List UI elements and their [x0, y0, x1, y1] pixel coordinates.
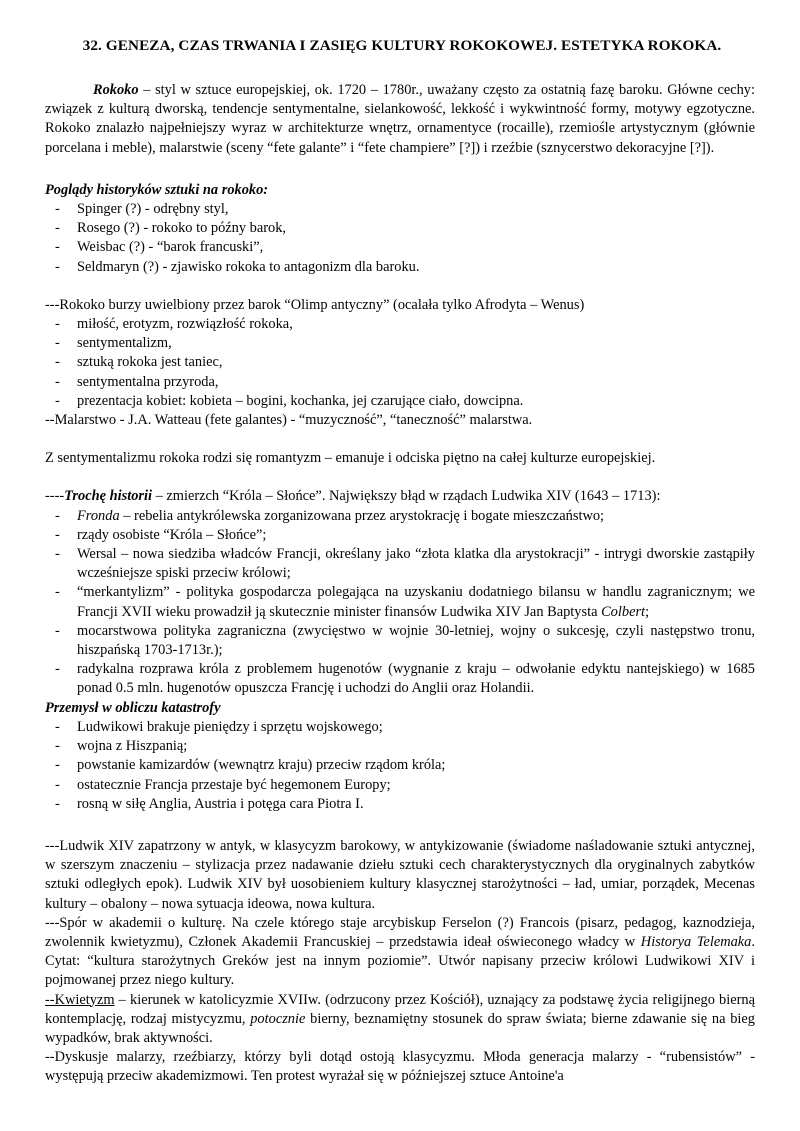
kwietyzm-text-b: bierny, beznamiętny stosunek do spraw świata; bierne zdawanie się na bieg wypadków, brak aktywności.: [45, 1010, 755, 1046]
item-tail-after: ;: [645, 603, 650, 620]
kwietyzm-text-a: – kierunek w katolicyzmie XVIIw. (odrzucony przez Kościół), uznający za podstawę życia religijnego bierną kontemplację, rodzaj mistycyzmu,: [45, 991, 755, 1027]
list-rokoko-traits: [45, 315, 755, 411]
intro-lead-term: Rokoko: [93, 82, 139, 98]
spacer: [45, 430, 755, 449]
document-body: [45, 34, 755, 1087]
spacer: [45, 814, 755, 837]
list-item: [55, 660, 755, 698]
intro-paragraph: [45, 81, 755, 158]
list-item: - Ludwikowi brakuje pieniędzy i sprzętu wojskowego;: [55, 718, 755, 737]
paragraph-dyskusje: --Dyskusje malarzy, rzeźbiarzy, którzy byli dotąd ostoją klasycyzmu. Młoda generacja malarzy - “rubensistów” - występują przeciw akademizmowi. Ten protest wyrażał się w późniejszej sztuce Antoine'a: [45, 1049, 755, 1085]
item-text: radykalna rozprawa króla z problemem hugenotów (wygnanie z kraju – odwołanie edyktu nantejskiego) w 1685 ponad 0.5 mln. hugenotów opuszcza Francję i uchodzi do Anglii oraz Holandii.: [77, 661, 755, 697]
malarstwo-note: --Malarstwo - J.A. Watteau (fete galantes) - “muzyczność”, “taneczność” malarstwa.: [45, 412, 533, 429]
spor-text-b: . Cytat: “kultura starożytnych Greków jest na innym poziomie”. Utwór napisany przeciw królowi Ludwikowi XIV i pojmowanej przez niego kultury.: [45, 933, 755, 989]
list-katastrofa-points: [45, 718, 755, 814]
list-item: [55, 526, 755, 545]
list-historian-views: [45, 200, 755, 277]
paragraph-ludwik: ---Ludwik XIV zapatrzony w antyk, w klasycyzm barokowy, w antykizowanie (świadome naśladowanie sztuki antycznej, w szerszym znaczeniu – stylizacja przez nadawanie dziełu sztuki cech charakterystycznych dla oryginalnych zabytków sztuki odległych epok). Ludwik XIV był uosobieniem kultury klasycznej starożytności – ład, umiar, porządek, Mecenas kultury – obalony – nowa sytuacja ideowa, nowa kultura.: [45, 837, 755, 912]
spor-text-a: ---Spór w akademii o kulturę. Na czele którego staje arcybiskup Ferselon (?) Francois (pisarz, pedagog, kaznodzieja, zwolennik kwietyzmu), Członek Akademii Francuskiej – przedstawia ideał oświeconego władcy w: [45, 914, 755, 950]
section-heading-views: Poglądy historyków sztuki na rokoko:: [45, 181, 269, 198]
list-item: - miłość, erotyzm, rozwiązłość rokoka,: [55, 315, 755, 334]
spacer: [45, 58, 755, 81]
item-italic-lead: Fronda: [77, 507, 120, 524]
list-item: - rosną w siłę Anglia, Austria i potęga cara Piotra I.: [55, 795, 755, 814]
item-text: – rebelia antykrólewska zorganizowana przez arystokrację i bogate mieszczaństwo;: [119, 507, 605, 524]
spor-title: Historya Telemaka: [640, 933, 752, 950]
list-item: - sentymentalizm,: [55, 334, 755, 353]
list-item: [55, 507, 755, 526]
list-item: - Weisbac (?) - “barok francuski”,: [55, 238, 755, 257]
history-prefix: ----: [45, 488, 65, 505]
list-history-points: [45, 507, 755, 699]
spacer: [45, 277, 755, 296]
romantyzm-note: Z sentymentalizmu rokoka rodzi się romantyzm – emanuje i odciska piętno na całej kulturze europejskiej.: [45, 450, 656, 467]
list-item: - ostatecznie Francja przestaje być hegemonem Europy;: [55, 776, 755, 795]
intro-body: – styl w sztuce europejskiej, ok. 1720 – 1780r., uważany często za ostatnią fazę baroku. Główne cechy: związek z kulturą dworską, tendencje sentymentalne, sielankowość, lekkość i wykwintność formy, motywy egzotyczne. Rokoko znalazło najpełniejszy wyraz w architekturze wnętrz, ornamentyce (rocaille), rzemiośle artystycznym (głównie porcelana i meble), malarstwie (sceny “fete galante” i “fete champiere” [?]) i rzeźbie (sznycerstwo dekoracyjne [?]).: [45, 82, 755, 156]
history-heading-rest: – zmierzch “Króla – Słońce”. Największy błąd w rządach Ludwika XIV (1643 – 1713):: [152, 488, 661, 505]
item-italic-tail: Colbert: [601, 603, 646, 620]
list-item: - wojna z Hiszpanią;: [55, 737, 755, 756]
section-heading-burzy: ---Rokoko burzy uwielbiony przez barok “Olimp antyczny” (ocalała tylko Afrodyta – Wenus): [45, 296, 585, 313]
spacer: [45, 158, 755, 181]
list-item: - Seldmaryn (?) - zjawisko rokoka to antagonizm dla baroku.: [55, 258, 755, 277]
item-text: mocarstwowa polityka zagraniczna (zwycięstwo w wojnie 30-letniej, wojny o sukcesję, czyli następstwo tronu, hiszpańską 1703-1713r.);: [77, 622, 755, 659]
section-heading-history: [45, 487, 755, 506]
item-text: Wersal – nowa siedziba władców Francji, określany jako “złota klatka dla arystokracji” - intrygi dworskie zastąpiły wcześniejsze spiski przeciw królowi;: [77, 546, 755, 582]
list-item: [55, 583, 755, 621]
list-item: - Spinger (?) - odrębny styl,: [55, 200, 755, 219]
item-text: rządy osobiste “Króla – Słońce”;: [77, 526, 267, 543]
list-item: - sentymentalna przyroda,: [55, 373, 755, 392]
paragraph-spor: [45, 914, 755, 991]
list-item: - sztuką rokoka jest taniec,: [55, 353, 755, 372]
kwietyzm-italic: potocznie: [250, 1010, 306, 1027]
list-item: [55, 622, 755, 660]
list-item: - powstanie kamizardów (wewnątrz kraju) przeciw rządom króla;: [55, 756, 755, 775]
kwietyzm-lead: --Kwietyzm: [45, 991, 115, 1008]
paragraph-kwietyzm: [45, 991, 755, 1049]
history-heading-term: Trochę historii: [64, 488, 152, 505]
list-item: [55, 545, 755, 583]
item-text: “merkantylizm” - polityka gospodarcza polegająca na uzyskaniu dodatniego bilansu w handlu zagranicznym; we Francji XVII wieku prowadził ją skutecznie minister finansów Ludwika XIV Jan Baptysta: [77, 584, 755, 620]
list-item: - Rosego (?) - rokoko to późny barok,: [55, 219, 755, 238]
page-title: 32. GENEZA, CZAS TRWANIA I ZASIĘG KULTURY ROKOKOWEJ. ESTETYKA ROKOKA.: [82, 37, 722, 54]
section-heading-katastrofa: Przemysł w obliczu katastrofy: [45, 699, 221, 716]
spacer: [45, 468, 755, 487]
list-item: - prezentacja kobiet: kobieta – bogini, kochanka, jej czarujące ciało, dowcipna.: [55, 392, 755, 411]
